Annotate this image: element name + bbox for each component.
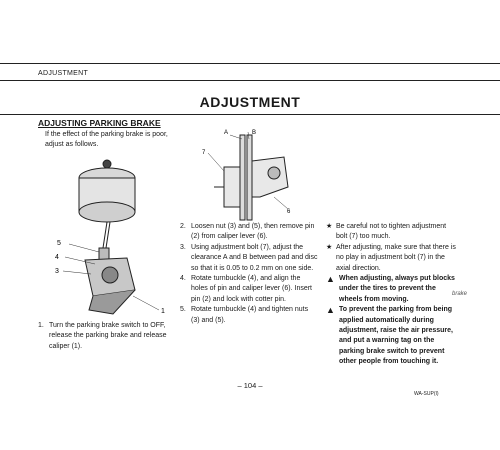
step-number: 2.: [180, 223, 186, 230]
caution-text: Be careful not to tighten adjustment bolt (7) too much.: [336, 223, 447, 241]
running-header: ADJUSTMENT: [38, 70, 89, 77]
warning-1: [326, 274, 458, 305]
callout-1: 1: [161, 308, 165, 315]
callout-B: B: [252, 130, 257, 136]
warning-icon: ▲: [326, 305, 335, 316]
callout-4: 4: [55, 254, 59, 261]
caution-1: [326, 222, 458, 243]
header-rule-bottom: [0, 80, 500, 81]
callout-7: 7: [202, 150, 206, 156]
steps-column-2: [180, 222, 318, 326]
document-code: WA-SUP(I): [414, 391, 439, 397]
step-text: Rotate turnbuckle (4), and align the holes of pin and caliper lever (6). Insert pin (2) and lock with cotter pin.: [191, 275, 313, 303]
warning-text: When adjusting, always put blocks under the tires to prevent the wheels from moving.: [339, 275, 455, 303]
callout-3: 3: [55, 268, 59, 275]
step-text: Rotate turnbuckle (4) and tighten nuts (3) and (5).: [191, 306, 309, 324]
section-intro: If the effect of the parking brake is poor, adjust as follows.: [45, 131, 168, 148]
step-text: Loosen nut (3) and (5), then remove pin (2) from caliper lever (6).: [191, 223, 315, 241]
step-2: [180, 222, 318, 243]
caution-2: [326, 243, 458, 274]
step-number: 4.: [180, 275, 186, 283]
star-icon: ★: [326, 223, 333, 230]
steps-column-1: [38, 321, 171, 352]
callout-5: 5: [57, 240, 61, 247]
step-number: 1.: [38, 322, 44, 329]
title-rule: [0, 114, 500, 115]
warning-text: To prevent the parking from being applied automatically during adjustment, raise the air pressure, and put a warning tag on the parking brake switch to prevent other people from touching it.: [339, 306, 453, 366]
warning-icon: ▲: [326, 274, 335, 285]
step-number: 5.: [180, 306, 186, 314]
callout-A: A: [224, 130, 229, 136]
header-rule-top: [0, 63, 500, 64]
cautions-column: [326, 222, 458, 368]
step-1: [38, 321, 171, 352]
section-title: ADJUSTING PARKING BRAKE: [38, 118, 161, 128]
star-icon: ★: [326, 243, 333, 251]
warning-2: [326, 305, 458, 367]
handwritten-note: brake: [452, 291, 468, 297]
parking-brake-figure: [55, 150, 185, 320]
step-text: Using adjustment bolt (7), adjust the clearance A and B between pad and disc so that it is 0.05 to 0.2 mm on one side.: [191, 243, 318, 272]
page-title: ADJUSTMENT: [199, 94, 301, 110]
caution-text: After adjusting, make sure that there is no play in adjustment bolt (7) in the axial direction.: [336, 243, 456, 272]
page-number: – 104 –: [237, 381, 263, 390]
step-number: 3.: [180, 243, 186, 251]
caliper-clearance-figure: [200, 127, 295, 222]
step-3: [180, 243, 318, 274]
callout-6: 6: [287, 209, 291, 215]
step-5: [180, 305, 318, 326]
step-text: Turn the parking brake switch to OFF, release the parking brake and release caliper (1).: [49, 322, 167, 350]
step-4: [180, 274, 318, 305]
